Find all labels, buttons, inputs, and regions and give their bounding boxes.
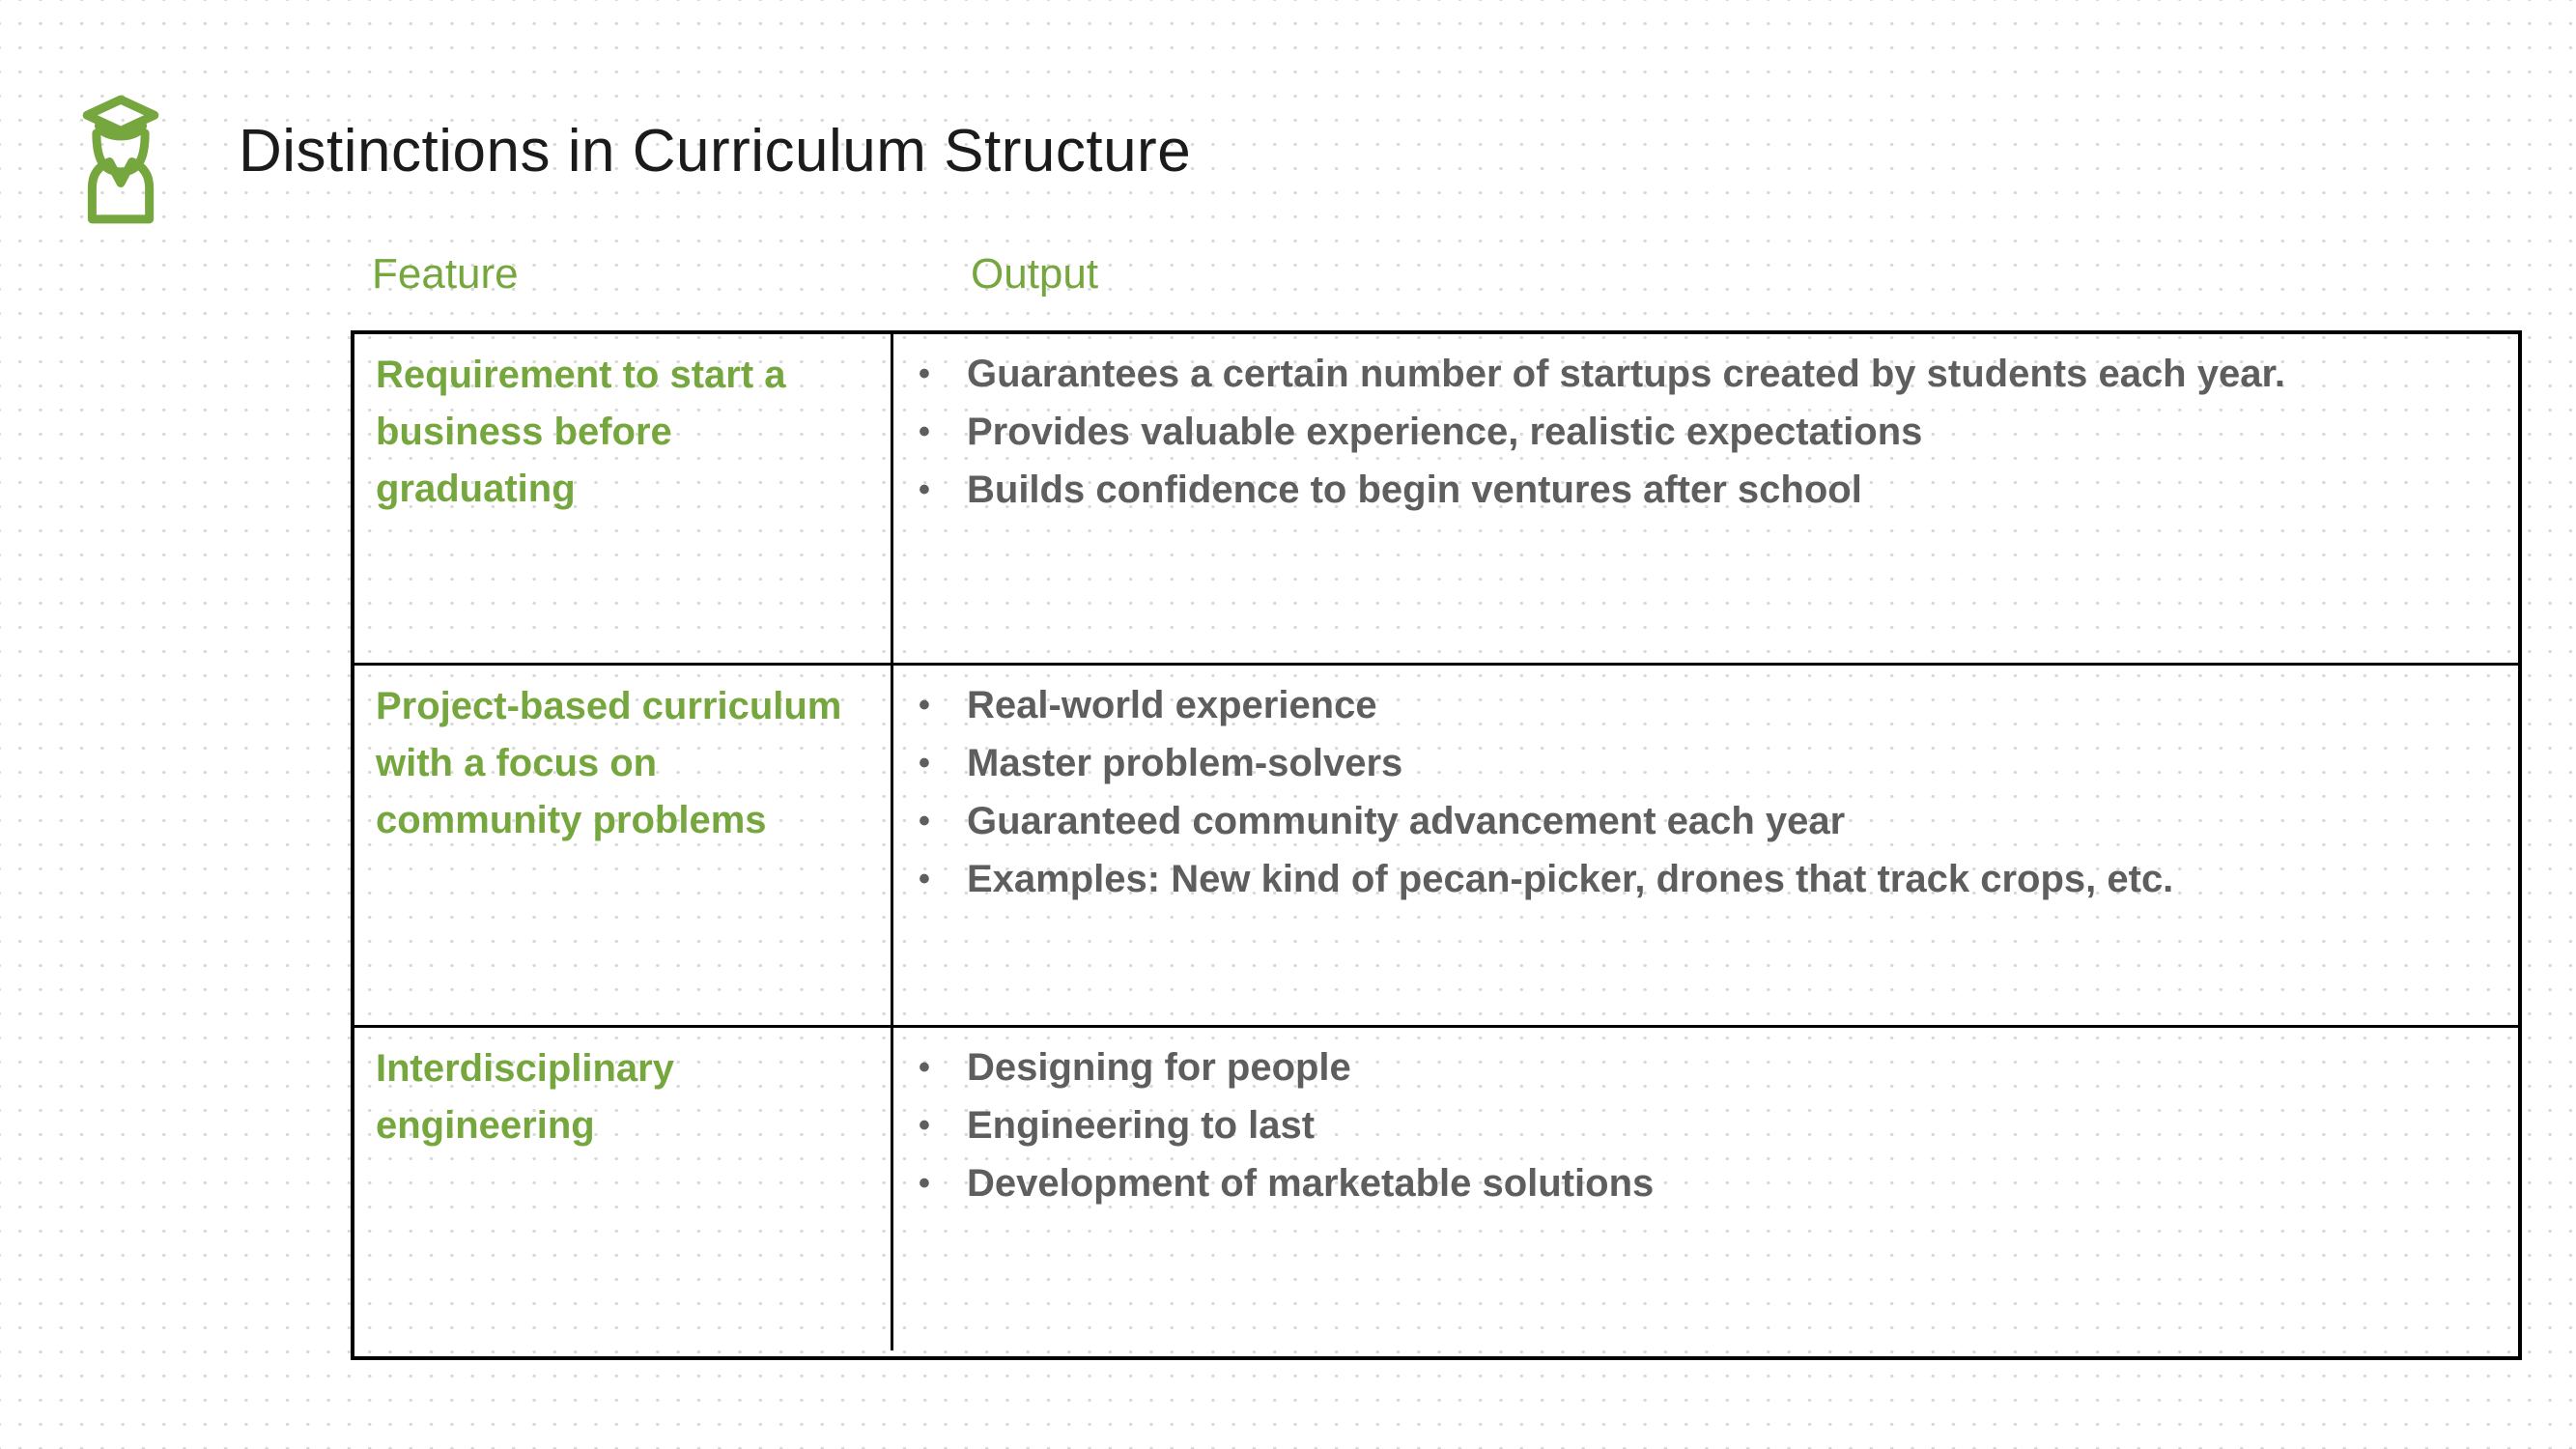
bullet-item — [919, 1096, 2499, 1154]
bullet-icon: • — [919, 355, 930, 392]
bullet-text: Master problem-solvers — [967, 742, 1403, 784]
bullet-item — [919, 461, 2499, 519]
bullet-text: Engineering to last — [967, 1104, 1316, 1147]
bullet-item — [919, 734, 2499, 792]
bullet-text: Guarantees a certain number of startups created by students each year. — [967, 353, 2285, 395]
output-column-header: Output — [971, 250, 1099, 298]
bullet-icon: • — [919, 861, 930, 897]
bullet-text: Real-world experience — [967, 684, 1377, 726]
bullet-icon: • — [919, 413, 930, 450]
bullet-text: Guaranteed community advancement each year — [967, 800, 1846, 842]
bullet-item — [919, 676, 2499, 734]
feature-cell: Requirement to start a business before graduating — [354, 334, 893, 663]
output-bullet-list — [919, 676, 2499, 908]
bullet-item — [919, 403, 2499, 461]
bullet-text: Designing for people — [967, 1046, 1351, 1089]
output-cell — [893, 1028, 2518, 1350]
bullet-item — [919, 1038, 2499, 1096]
feature-column-header: Feature — [372, 250, 519, 298]
feature-cell: Interdisciplinary engineering — [354, 1028, 893, 1350]
output-cell — [893, 666, 2518, 1025]
bullet-text: Development of marketable solutions — [967, 1162, 1655, 1205]
bullet-icon: • — [919, 1107, 930, 1144]
feature-cell: Project-based curriculum with a focus on community problems — [354, 666, 893, 1025]
table-row — [354, 1025, 2518, 1350]
bullet-item — [919, 345, 2499, 403]
bullet-icon: • — [919, 745, 930, 781]
bullet-item — [919, 850, 2499, 908]
bullet-text: Builds confidence to begin ventures after school — [967, 469, 1862, 511]
bullet-icon: • — [919, 1049, 930, 1086]
bullet-icon: • — [919, 803, 930, 839]
output-bullet-list — [919, 1038, 2499, 1212]
bullet-icon: • — [919, 1165, 930, 1202]
bullet-item — [919, 792, 2499, 850]
bullet-icon: • — [919, 687, 930, 724]
bullet-item — [919, 1154, 2499, 1212]
table-row — [354, 334, 2518, 663]
output-bullet-list — [919, 345, 2499, 519]
bullet-text: Examples: New kind of pecan-picker, drones that track crops, etc. — [967, 858, 2174, 900]
table-row — [354, 663, 2518, 1025]
bullet-icon: • — [919, 471, 930, 508]
bullet-text: Provides valuable experience, realistic expectations — [967, 411, 1923, 453]
curriculum-table — [351, 330, 2522, 1360]
output-cell — [893, 334, 2518, 663]
page-title: Distinctions in Curriculum Structure — [239, 118, 1192, 185]
graduate-icon — [81, 95, 160, 224]
